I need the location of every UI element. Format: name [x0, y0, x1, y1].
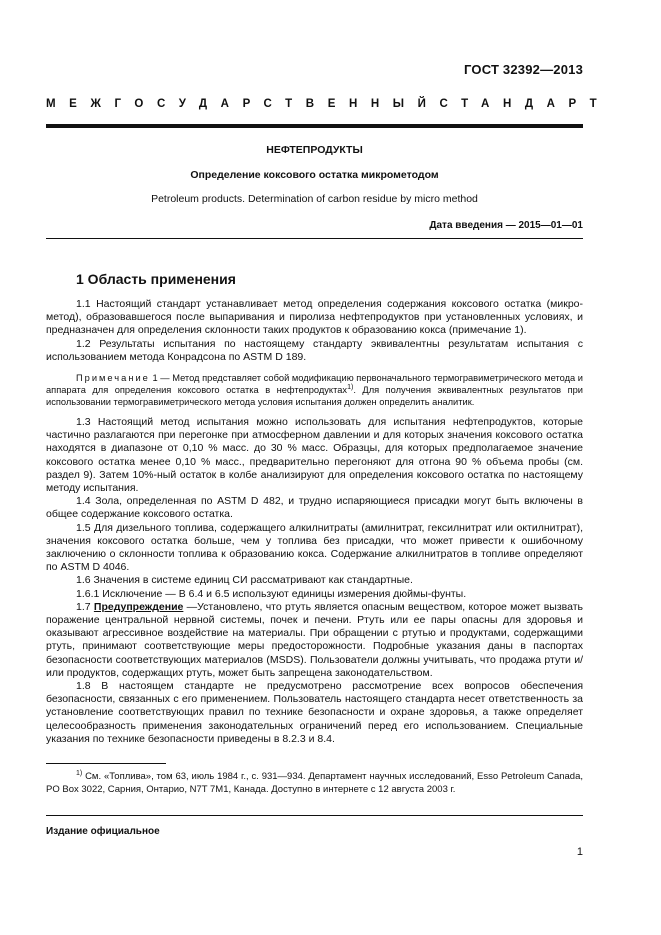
clause-1-6-1: 1.6.1 Исключение — В 6.4 и 6.5 используют единицы измерения дюймы-фунты.	[76, 587, 467, 600]
section-body	[46, 298, 583, 746]
note-text-b: . Для получения эквивалентных результатов при использовании термогравиметрического метода условия испытания должен определить аналитик.	[46, 385, 583, 408]
introduction-date: Дата введения — 2015—01—01	[429, 220, 583, 231]
clause-1-2: 1.2 Результаты испытания по настоящему стандарту эквивалентны результатам испытания с использованием метода Конрадсона по ASTM D 189.	[46, 337, 583, 363]
footnote-divider	[46, 763, 166, 764]
clause-1-7	[46, 601, 583, 680]
english-title: Petroleum products. Determination of carbon residue by micro method	[151, 193, 478, 205]
footnote-mark: 1)	[76, 770, 83, 777]
interstate-standard-banner	[46, 98, 611, 110]
footer-divider	[46, 815, 583, 816]
note-label: Примечание	[76, 373, 150, 384]
interstate-label: МЕЖГОСУДАРСТВЕННЫЙ	[46, 98, 440, 110]
clause-1-7-text: —Установлено, что ртуть является опасным веществом, которое может вызвать поражение центральной нервной системы, почек и печени. Ртуть или ее пары опасны для здоровья и оказывают агрессивное воздействие на материалы. При обращении с ртутью и продуктами, содержащими ртуть, принимают соответствующие меры предосторожности. Подробные указания даны в паспортах безопасности соответствующих материалов (MSDS). Пользователи должны учитывать, что продажа ртути и/или продуктов, содержащих ртуть, может быть запрещена законодательством.	[46, 600, 583, 679]
clause-1-8: 1.8 В настоящем стандарте не предусмотрено рассмотрение всех вопросов обеспечения безопасности, связанных с его применением. Пользователь настоящего стандарта несет ответственность за установление соответствующих правил по технике безопасности и охране здоровья, а также определяет целесообразность применения законодательных ограничений перед его использованием. Специальные указания по технике безопасности приведены в 8.2.3 и 8.4.	[46, 680, 583, 745]
clause-1-6: 1.6 Значения в системе единиц СИ рассматривают как стандартные.	[76, 574, 413, 587]
note-1	[46, 372, 583, 408]
date-divider	[46, 238, 583, 239]
clause-1-7-number: 1.7	[76, 600, 94, 613]
document-title: НЕФТЕПРОДУКТЫ	[266, 144, 363, 156]
document-subtitle: Определение коксового остатка микрометодом	[190, 169, 439, 181]
standard-number: ГОСТ 32392—2013	[464, 62, 583, 77]
page-number: 1	[576, 846, 583, 858]
section-heading: 1 Область применения	[76, 271, 236, 287]
footnote	[46, 771, 583, 796]
standard-label: СТАНДАРТ	[439, 98, 611, 110]
footnote-ref[interactable]: 1)	[347, 384, 354, 392]
footnote-text: См. «Топлива», том 63, июль 1984 г., с. 931—934. Департамент научных исследований, Esso Petroleum Canada, PO Box 3022, Сарния, Онтарио, N7T 7M1, Канада. Доступно в интернете с 12 августа 2003 г.	[46, 771, 583, 795]
warning-label: Предупреждение	[93, 600, 184, 613]
clause-1-5: 1.5 Для дизельного топлива, содержащего алкилнитраты (амилнитрат, гексилнитрат или октилнитрат), значения коксового остатка больше, чем у топлива без присадки, что может привести к ошибочному заключению о склонности топлива к образованию кокса. Содержание алкилнитратов в топливе определяют по ASTM D 4046.	[46, 521, 583, 574]
official-edition-label: Издание официальное	[46, 826, 160, 837]
header-divider	[46, 124, 583, 128]
clause-1-4: 1.4 Зола, определенная по ASTM D 482, и трудно испаряющиеся присадки могут быть включены в общее содержание коксового остатка.	[46, 495, 583, 521]
clause-1-1: 1.1 Настоящий стандарт устанавливает метод определения содержания коксового остатка (микро-метод), образовавшегося после выпаривания и пиролиза нефтепродуктов при установленных условиях, и предназначен для определения склонности таких продуктов к образованию кокса (примечание 1).	[46, 298, 583, 337]
note-text-a: 1 — Метод представляет собой модификацию первоначального термогравиметрического метода и аппарата для определения коксового остатка в нефтепродуктах	[46, 373, 583, 396]
clause-1-3: 1.3 Настоящий метод испытания можно использовать для испытания нефтепродуктов, которые частично разлагаются при перегонке при атмосферном давлении и для которых значения коксового остатка находятся в диапазоне от 0,10 % масс. до 30 % масс. Образцы, для которых предполагаемое значение коксового остатка менее 0,10 % масс., предварительно перегоняют для отгона 90 % объема пробы (см. раздел 9). Затем 10%-ный остаток в колбе анализируют для определения коксового остатка по настоящему методу испытания.	[46, 416, 583, 495]
